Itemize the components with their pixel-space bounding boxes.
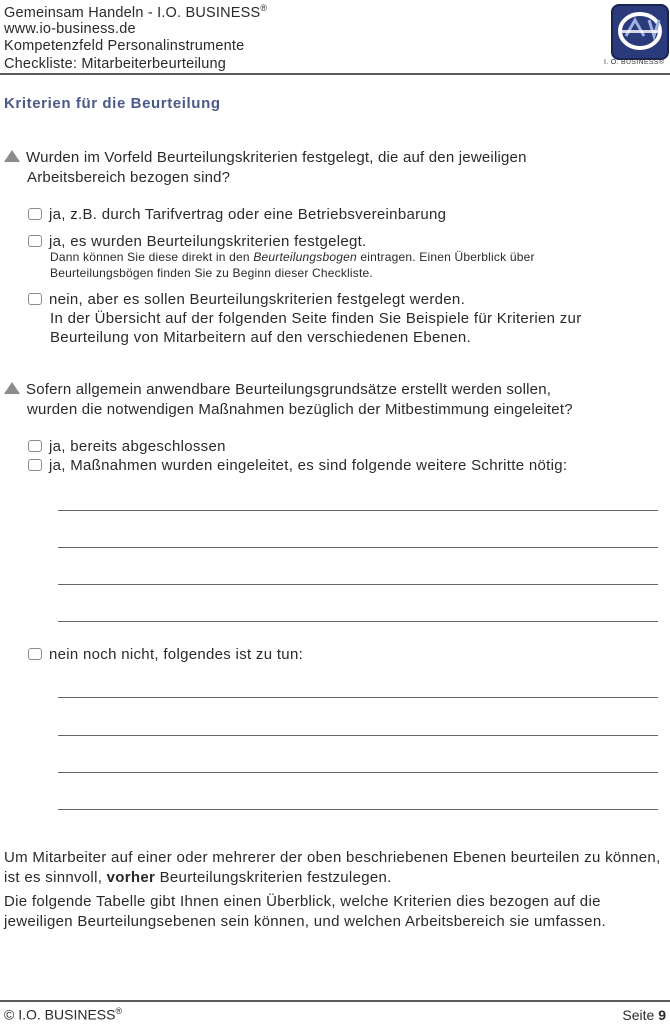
- answer-line[interactable]: [58, 735, 658, 736]
- option-q2-nein: [28, 645, 303, 664]
- header-website[interactable]: www.io-business.de: [4, 21, 136, 37]
- option-q1-nein-cont2: Beurteilung von Mitarbeitern auf den verschiedenen Ebenen.: [50, 329, 472, 346]
- question-1: [4, 148, 527, 188]
- question-1-line2: Arbeitsbereich bezogen sind?: [27, 169, 231, 186]
- header-company: Gemeinsam Handeln - I.O. BUSINESS®: [4, 3, 268, 21]
- header-competence-field: Kompetenzfeld Personalinstrumente: [4, 38, 245, 54]
- option-label: ja, Maßnahmen wurden eingeleitet, es sind folgende weitere Schritte nötig:: [49, 457, 568, 474]
- io-business-logo: [611, 4, 669, 60]
- checkbox-icon[interactable]: [28, 235, 42, 247]
- option-label: nein, aber es sollen Beurteilungskriterien festgelegt werden.: [49, 291, 466, 308]
- option-q1-nein: [28, 290, 465, 309]
- option-q2-abgeschlossen: [28, 437, 226, 456]
- answer-line[interactable]: [58, 697, 658, 698]
- logo-icon: [613, 6, 667, 58]
- question-2-line1: Sofern allgemein anwendbare Beurteilungsgrundsätze erstellt werden sollen,: [26, 381, 552, 398]
- option-label: ja, bereits abgeschlossen: [49, 438, 226, 455]
- option-q1-note-line1: Dann können Sie diese direkt in den Beurteilungsbogen eintragen. Einen Überblick über: [50, 250, 535, 264]
- checkbox-icon[interactable]: [28, 440, 42, 452]
- question-2-line2: wurden die notwendigen Maßnahmen bezüglich der Mitbestimmung eingeleitet?: [27, 401, 573, 418]
- checkbox-icon[interactable]: [28, 648, 42, 660]
- footer-copyright: © I.O. BUSINESS®: [4, 1006, 123, 1023]
- option-q2-eingeleitet: [28, 456, 567, 475]
- triangle-bullet-icon: [4, 150, 20, 162]
- answer-line[interactable]: [58, 772, 658, 773]
- paragraph-intro: Um Mitarbeiter auf einer oder mehrerer der oben beschriebenen Ebenen beurteilen zu können, ist es sinnvoll, vorher Beurteilungskriterien festzulegen.: [4, 849, 661, 886]
- footer-page-number: Seite 9: [622, 1007, 666, 1023]
- option-q1-tarifvertrag: [28, 205, 446, 224]
- checkbox-icon[interactable]: [28, 293, 42, 305]
- checkbox-icon[interactable]: [28, 208, 42, 220]
- option-label: ja, z.B. durch Tarifvertrag oder eine Betriebsvereinbarung: [49, 206, 447, 223]
- question-1-line1: Wurden im Vorfeld Beurteilungskriterien festgelegt, die auf den jeweiligen: [26, 149, 527, 166]
- triangle-bullet-icon: [4, 382, 20, 394]
- answer-line[interactable]: [58, 510, 658, 511]
- header-divider: [0, 73, 670, 75]
- answer-line[interactable]: [58, 547, 658, 548]
- question-2: [4, 380, 573, 420]
- option-q1-nein-cont1: In der Übersicht auf der folgenden Seite finden Sie Beispiele für Kriterien zur: [50, 310, 582, 327]
- header-checklist-title: Checkliste: Mitarbeiterbeurteilung: [4, 56, 226, 72]
- footer-divider: [0, 1000, 670, 1002]
- section-title: Kriterien für die Beurteilung: [4, 95, 221, 112]
- option-label: ja, es wurden Beurteilungskriterien festgelegt.: [49, 233, 367, 250]
- answer-line[interactable]: [58, 621, 658, 622]
- logo-caption: I. O. BUSINESS®: [604, 59, 665, 66]
- answer-line[interactable]: [58, 584, 658, 585]
- option-label: nein noch nicht, folgendes ist zu tun:: [49, 646, 304, 663]
- option-q1-note-line2: Beurteilungsbögen finden Sie zu Beginn dieser Checkliste.: [50, 266, 373, 280]
- answer-line[interactable]: [58, 809, 658, 810]
- paragraph-table-intro: Die folgende Tabelle gibt Ihnen einen Überblick, welche Kriterien dies bezogen auf die jeweiligen Beurteilungsebenen sein können, und welchen Arbeitsbereich sie umfassen.: [4, 893, 606, 930]
- checkbox-icon[interactable]: [28, 459, 42, 471]
